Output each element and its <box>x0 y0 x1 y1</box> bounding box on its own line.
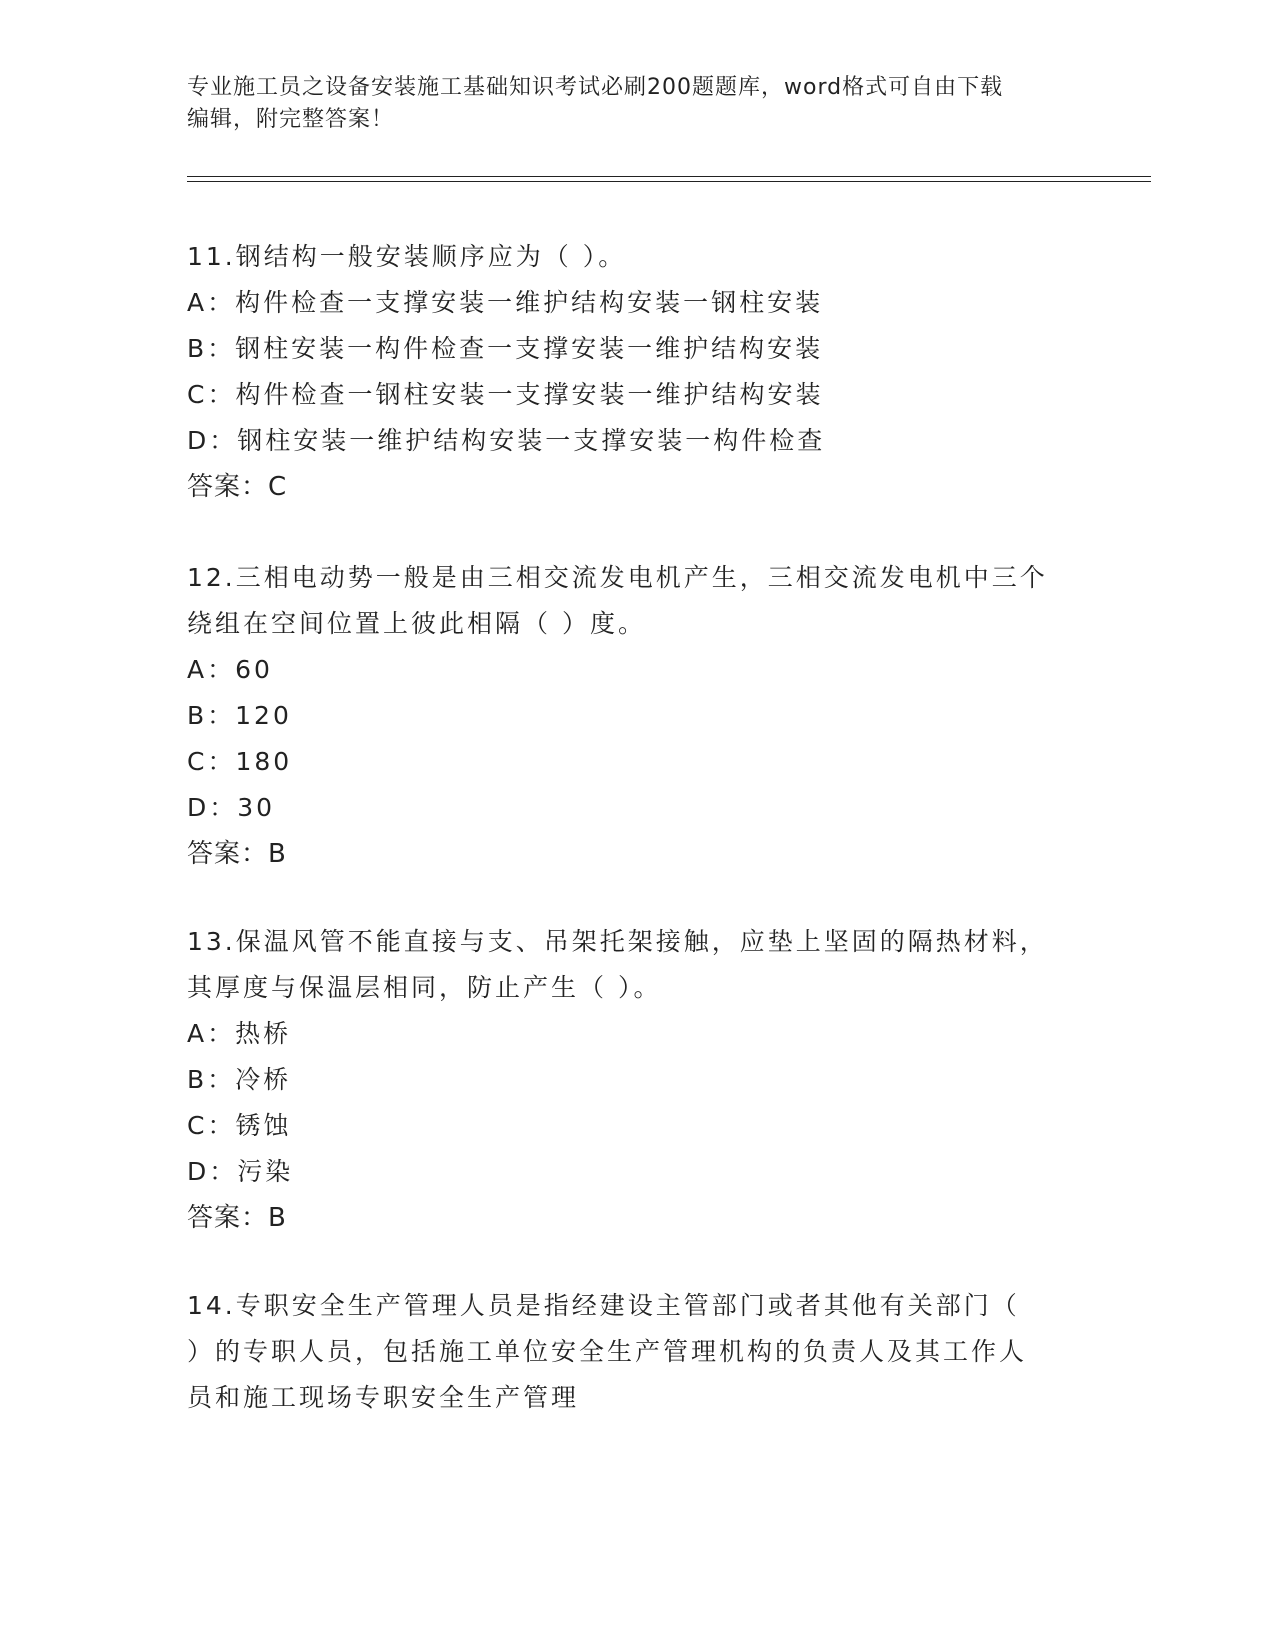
option-c: C：构件检查一钢柱安装一支撑安装一维护结构安装 <box>187 380 824 409</box>
answer: 答案：C <box>187 472 288 502</box>
question-stem <box>187 919 1087 1011</box>
document-header <box>187 72 1087 136</box>
option-a: A：热桥 <box>187 1019 292 1048</box>
header-line-2: 编辑，附完整答案！ <box>187 107 395 132</box>
option-b: B：冷桥 <box>187 1065 292 1094</box>
option-d: D：钢柱安装一维护结构安装一支撑安装一构件检查 <box>187 426 826 455</box>
stem-line: 12.三相电动势一般是由三相交流发电机产生，三相交流发电机中三个 <box>187 563 1048 592</box>
question-13 <box>187 919 1087 1241</box>
stem-line: ）的专职人员，包括施工单位安全生产管理机构的负责人及其工作人 <box>187 1337 1028 1366</box>
question-stem <box>187 555 1087 647</box>
answer: 答案：B <box>187 839 287 869</box>
stem-line: 13.保温风管不能直接与支、吊架托架接触，应垫上坚固的隔热材料， <box>187 927 1048 956</box>
question-stem <box>187 1283 1087 1421</box>
header-divider-top <box>187 176 1151 177</box>
question-stem <box>187 234 1087 280</box>
stem-line: 员和施工现场专职安全生产管理 <box>187 1383 580 1412</box>
option-b: B：120 <box>187 701 292 730</box>
header-divider-bottom <box>187 181 1151 182</box>
question-14 <box>187 1283 1087 1421</box>
option-c: C：180 <box>187 747 293 776</box>
option-d: D：污染 <box>187 1157 294 1186</box>
option-c: C：锈蚀 <box>187 1111 292 1140</box>
stem-line: 其厚度与保温层相同，防止产生（ ）。 <box>187 973 662 1002</box>
option-a: A：构件检查一支撑安装一维护结构安装一钢柱安装 <box>187 288 824 317</box>
header-line-1: 专业施工员之设备安装施工基础知识考试必刷200题题库，word格式可自由下载 <box>187 75 1004 100</box>
question-12 <box>187 555 1087 877</box>
stem-line: 11.钢结构一般安装顺序应为（ ）。 <box>187 242 627 271</box>
question-11 <box>187 234 1087 510</box>
option-d: D：30 <box>187 793 276 822</box>
answer: 答案：B <box>187 1203 287 1233</box>
stem-line: 绕组在空间位置上彼此相隔（ ）度。 <box>187 609 646 638</box>
option-b: B：钢柱安装一构件检查一支撑安装一维护结构安装 <box>187 334 824 363</box>
option-a: A：60 <box>187 655 273 684</box>
stem-line: 14.专职安全生产管理人员是指经建设主管部门或者其他有关部门（ <box>187 1291 1020 1320</box>
